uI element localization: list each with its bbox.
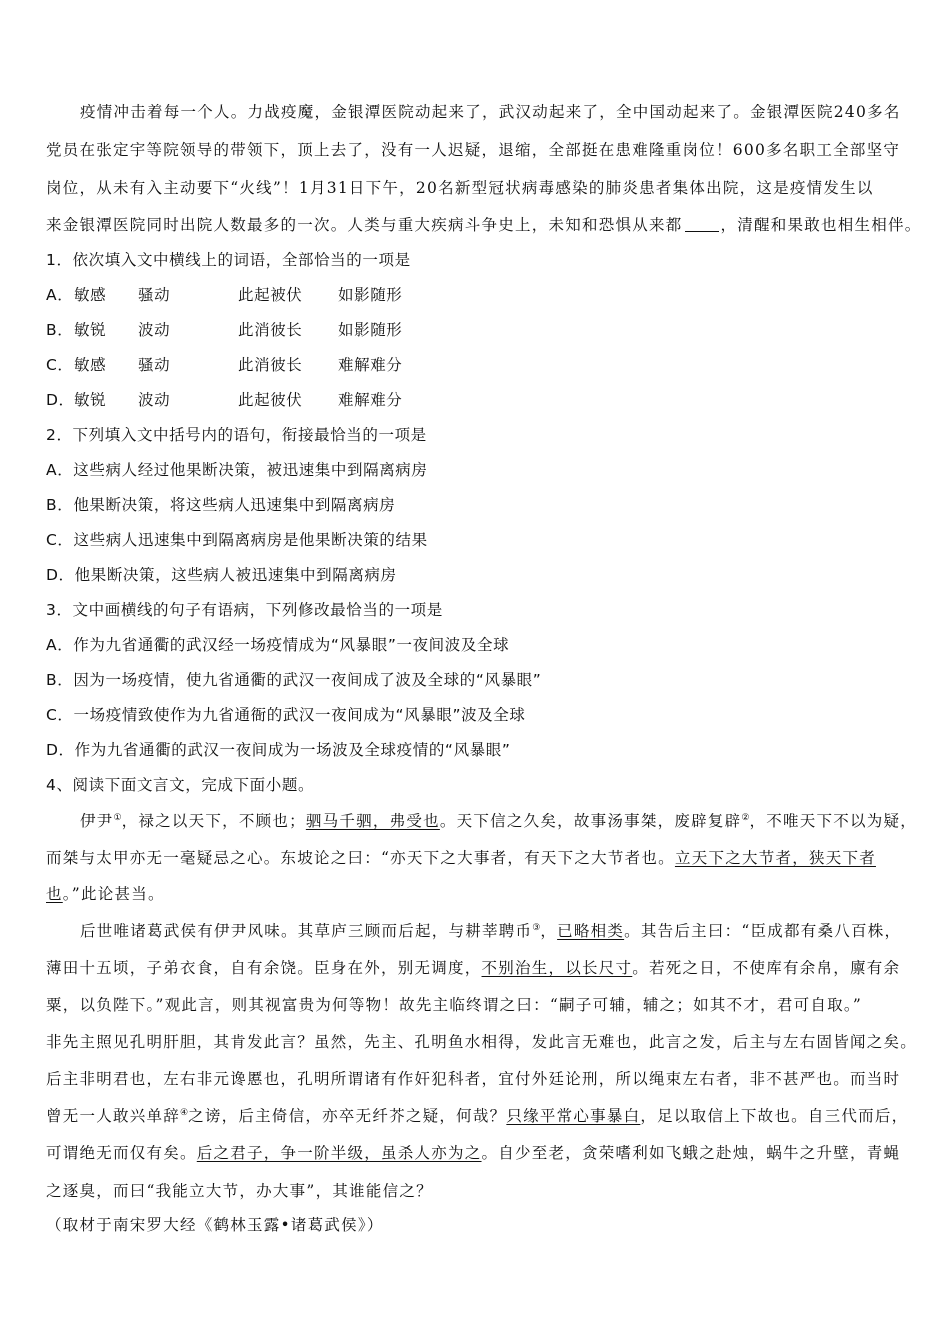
question-1-option-a: A．敏感 骚动 此起被伏 如影随形 bbox=[46, 286, 403, 304]
underlined-phrase: 也 bbox=[46, 885, 63, 903]
question-2-option-b: B．他果断决策，将这些病人迅速集中到隔离病房 bbox=[46, 496, 396, 514]
classical-line: 之逐臭，而曰“我能立大节，办大事”，其谁能信之？ bbox=[46, 1182, 433, 1200]
question-2-stem: 2．下列填入文中括号内的语句，衔接最恰当的一项是 bbox=[46, 426, 427, 444]
question-1-option-b: B．敏锐 波动 此消彼长 如影随形 bbox=[46, 321, 403, 339]
question-3-option-a: A．作为九省通衢的武汉经一场疫情成为“风暴眼”一夜间波及全球 bbox=[46, 636, 510, 654]
classical-line: 伊尹①，禄之以天下，不顾也；驷马千驷，弗受也。天下信之久矣，故事汤事桀，废辟复辟②，不唯天下不以为疑， bbox=[80, 812, 917, 830]
footnote-marker: ③ bbox=[532, 923, 541, 933]
classical-line: 后世唯诸葛武侯有伊尹风味。其草庐三顾而后起，与耕莘聘币③，已略相类。其告后主曰：“臣成都有桑八百株， bbox=[80, 922, 902, 940]
fill-in-blank bbox=[685, 219, 719, 232]
underlined-phrase: 只缘平常心事暴白 bbox=[506, 1107, 641, 1125]
classical-line: 也。”此论甚当。 bbox=[46, 885, 165, 903]
question-2-option-a: A．这些病人经过他果断决策，被迅速集中到隔离病房 bbox=[46, 461, 428, 479]
footnote-marker: ④ bbox=[180, 1108, 189, 1118]
classical-line: 后主非明君也，左右非元谗慝也，孔明所谓诸有作奸犯科者，宜付外廷论刑，所以绳束左右者，非不甚严也。而当时 bbox=[46, 1070, 901, 1088]
question-1-stem: 1．依次填入文中横线上的词语，全部恰当的一项是 bbox=[46, 251, 411, 269]
underlined-phrase: 驷马千驷，弗受也 bbox=[305, 812, 440, 830]
passage-line: 岗位，从未有入主动要下“火线”！1月31日下午，20名新型冠状病毒感染的肺炎患者集体出院，这是疫情发生以 bbox=[46, 179, 874, 197]
question-1-option-d: D．敏锐 波动 此起彼伏 难解难分 bbox=[46, 391, 403, 409]
underlined-phrase: 不别治生，以长尺寸 bbox=[481, 959, 633, 977]
question-2-option-c: C．这些病人迅速集中到隔离病房是他果断决策的结果 bbox=[46, 531, 428, 549]
source-citation: （取材于南宋罗大经《鹤林玉露•诸葛武侯》） bbox=[46, 1216, 384, 1234]
question-4-stem: 4、阅读下面文言文，完成下面小题。 bbox=[46, 776, 315, 794]
passage-line: 党员在张定宇等院领导的带领下，顶上去了，没有一人迟疑，退缩，全部挺在患难隆重岗位！600多名职工全部坚守 bbox=[46, 141, 901, 159]
underlined-phrase: 已略相类 bbox=[557, 922, 625, 940]
question-2-option-d: D．他果断决策，这些病人被迅速集中到隔离病房 bbox=[46, 566, 397, 584]
footnote-marker: ② bbox=[741, 813, 750, 823]
passage-line: 疫情冲击着每一个人。力战疫魔，金银潭医院动起来了，武汉动起来了，全中国动起来了。金银潭医院240多名 bbox=[80, 103, 901, 121]
question-3-option-b: B．因为一场疫情，使九省通衢的武汉一夜间成了波及全球的“风暴眼” bbox=[46, 671, 542, 689]
classical-line: 薄田十五顷，子弟衣食，自有余饶。臣身在外，别无调度，不别治生，以长尺寸。若死之日，不使库有余帛，廪有余 bbox=[46, 959, 901, 977]
question-3-stem: 3．文中画横线的句子有语病，下列修改最恰当的一项是 bbox=[46, 601, 443, 619]
classical-line: 曾无一人敢兴单辞④之谤，后主倚信，亦卒无纤芥之疑，何哉？只缘平常心事暴白，足以取信上下故也。自三代而后， bbox=[46, 1107, 909, 1125]
classical-line: 非先主照见孔明肝胆，其肯发此言？虽然，先主、孔明鱼水相得，发此言无难也，此言之发，后主与左右固皆闻之矣。 bbox=[46, 1033, 918, 1051]
classical-line: 而桀与太甲亦无一毫疑忌之心。东坡论之曰：“亦天下之大事者，有天下之大节者也。立天下之大节者，狭天下者 bbox=[46, 849, 876, 867]
underlined-phrase: 立天下之大节者，狭天下者 bbox=[674, 849, 876, 867]
question-3-option-d: D．作为九省通衢的武汉一夜间成为一场波及全球疫情的“风暴眼” bbox=[46, 741, 511, 759]
classical-line: 粟，以负陛下。”观此言，则其视富贵为何等物！故先主临终谓之曰：“嗣子可辅，辅之；如其不才，君可自取。” bbox=[46, 996, 863, 1014]
footnote-marker: ① bbox=[113, 813, 122, 823]
underlined-phrase: 后之君子，争一阶半级，虽杀人亦为之 bbox=[196, 1144, 482, 1162]
passage-line: 来金银潭医院同时出院人数最多的一次。人类与重大疾病斗争史上，未知和恐惧从来都 ，清醒和果敢也相生相伴。 bbox=[46, 216, 922, 234]
classical-line: 可谓绝无而仅有矣。后之君子，争一阶半级，虽杀人亦为之。自少至老，贪荣嗜利如飞蛾之赴烛，蜗牛之升壁，青蝇 bbox=[46, 1144, 901, 1162]
question-3-option-c: C．一场疫情致使作为九省通衙的武汉一夜间成为“风暴眼”波及全球 bbox=[46, 706, 526, 724]
question-1-option-c: C．敏感 骚动 此消彼长 难解难分 bbox=[46, 356, 403, 374]
